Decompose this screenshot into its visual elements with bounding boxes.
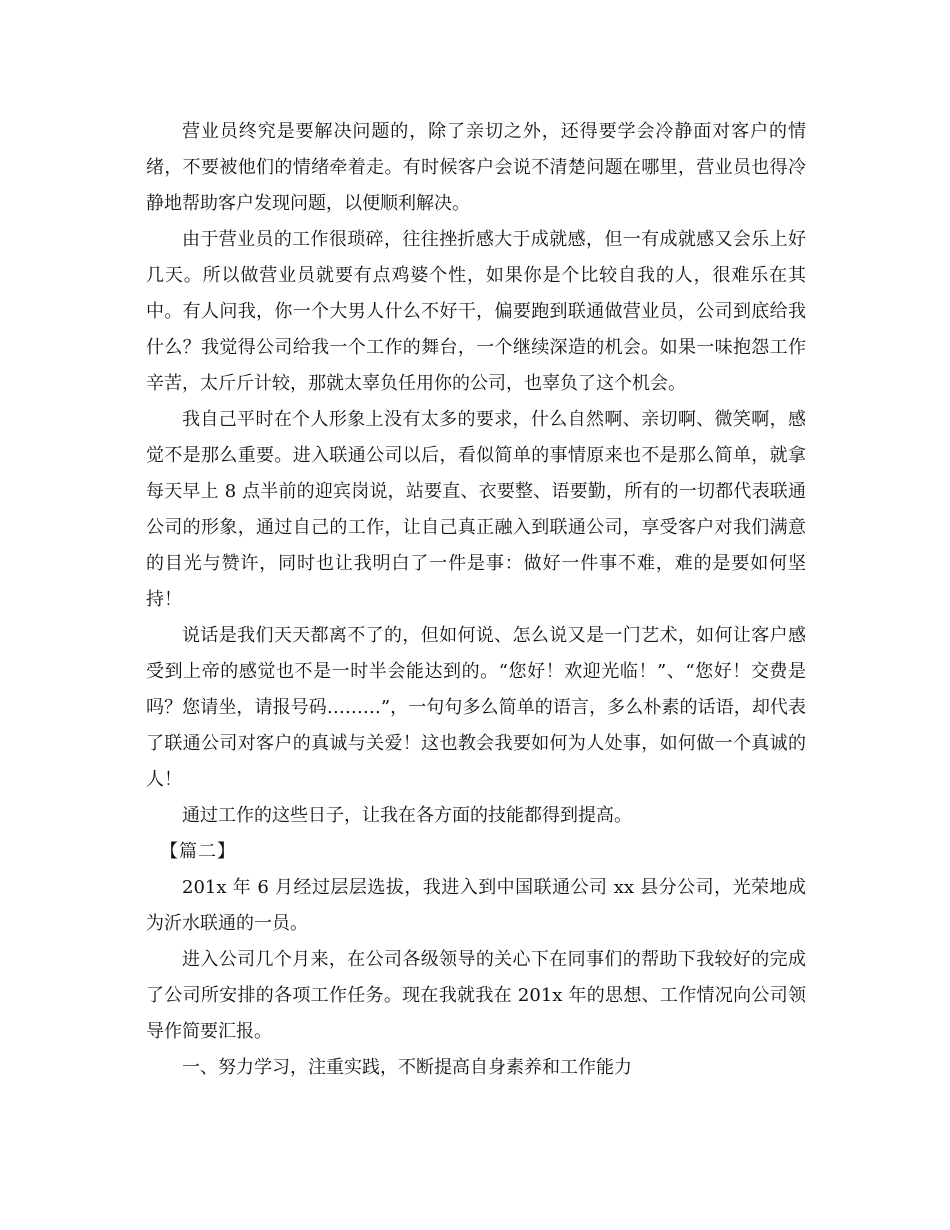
paragraph-2: 由于营业员的工作很琐碎，往往挫折感大于成就感，但一有成就感又会乐上好几天。所以做营业员就要有点鸡婆个性，如果你是个比较自我的人，很难乐在其中。有人问我，你一个大男人什么不好干，偏要跑到联通做营业员，公司到底给我什么？我觉得公司给我一个工作的舞台，一个继续深造的机会。如果一味抱怨工作辛苦，太斤斤计较，那就太辜负任用你的公司，也辜负了这个机会。	[146, 229, 806, 394]
paragraph-1: 营业员终究是要解决问题的，除了亲切之外，还得要学会冷静面对客户的情绪，不要被他们的情绪牵着走。有时候客户会说不清楚问题在哪里，营业员也得冷静地帮助客户发现问题，以便顺利解决。	[146, 121, 806, 214]
paragraph-8: 一、努力学习，注重实践，不断提高自身素养和工作能力	[182, 1057, 632, 1078]
section-heading: 【篇二】	[160, 841, 236, 862]
paragraph-7: 进入公司几个月来，在公司各级领导的关心下在同事们的帮助下我较好的完成了公司所安排的各项工作任务。现在我就我在 201x 年的思想、工作情况向公司领导作简要汇报。	[146, 949, 806, 1042]
paragraph-6: 201x 年 6 月经过层层选拔，我进入到中国联通公司 xx 县分公司，光荣地成为沂水联通的一员。	[146, 877, 806, 934]
paragraph-3: 我自己平时在个人形象上没有太多的要求，什么自然啊、亲切啊、微笑啊，感觉不是那么重要。进入联通公司以后，看似简单的事情原来也不是那么简单，就拿每天早上 8 点半前的迎宾岗说，站要直、衣要整、语要勤，所有的一切都代表联通公司的形象，通过自己的工作，让自己真正融入到联通公司，享受客户对我们满意的目光与赞许，同时也让我明白了一件是事：做好一件事不难，难的是要如何坚持！	[146, 409, 806, 610]
paragraph-4: 说话是我们天天都离不了的，但如何说、怎么说又是一门艺术，如何让客户感受到上帝的感觉也不是一时半会能达到的。“您好！欢迎光临！”、“您好！交费是吗？您请坐，请报号码………”，一句句多么简单的语言，多么朴素的话语，却代表了联通公司对客户的真诚与关爱！这也教会我要如何为人处事，如何做一个真诚的人！	[146, 625, 806, 790]
document-page	[146, 114, 806, 1086]
paragraph-5: 通过工作的这些日子，让我在各方面的技能都得到提高。	[182, 805, 632, 826]
